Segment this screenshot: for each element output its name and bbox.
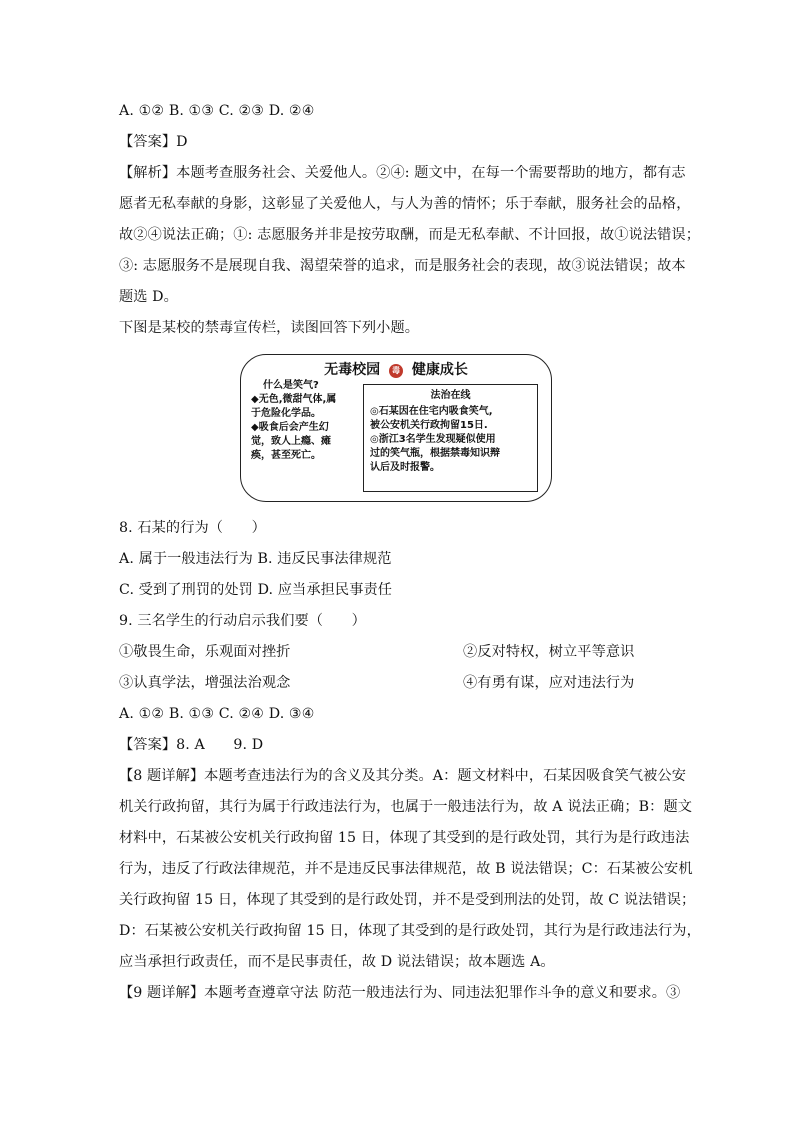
poster-right-line: ◎浙江3名学生发现疑似使用	[370, 434, 496, 445]
poster-title-right: 健康成长	[411, 362, 468, 378]
q7-analysis-5: 题选 D。	[119, 289, 178, 305]
q9-items-row-2	[119, 673, 635, 693]
detail8-line-2: 机关行政拘留，其行为属于行政违法行为，也属于一般违法行为，故 A 说法正确；B：题文	[119, 799, 693, 815]
poster-left-line: 觉，致人上瘾、瘫	[251, 436, 331, 447]
poster-right-panel	[363, 384, 538, 492]
q7-analysis-2: 愿者无私奉献的身影，这彰显了关爱他人，与人为善的情怀；乐于奉献，服务社会的品格，	[119, 196, 691, 212]
detail8-line-1: 【8 题详解】本题考查违法行为的含义及其分类。A：题文材料中，石某因吸食笑气被公安	[119, 768, 687, 784]
q9-items-row-1	[119, 642, 635, 662]
poster-title-left: 无毒校园	[324, 362, 381, 378]
detail8-line-4: 行为，违反了行政法律规范，并不是违反民事法律规范，故 B 说法错误；C：石某被公安机	[119, 861, 693, 877]
detail8-line-7: 应当承担行政责任，而不是民事责任，故 D 说法错误；故本题选 A。	[119, 954, 555, 970]
poster-left-line: ◆吸食后会产生幻	[251, 422, 329, 433]
poster-title	[241, 359, 551, 379]
intro-text: 下图是某校的禁毒宣传栏，读图回答下列小题。	[119, 320, 420, 336]
poster-right-title: 法治在线	[430, 390, 471, 401]
poster-left-line: 痪，甚至死亡。	[251, 450, 321, 461]
poster-left-panel	[251, 379, 359, 463]
q9-item-4: ④有勇有谋，应对违法行为	[463, 675, 635, 691]
q7-analysis-4: ③: 志愿服务不是展现自我、渴望荣誉的追求，而是服务社会的表现，故③说法错误；故本	[119, 258, 686, 274]
poster-right-line: 被公安机关行政拘留15日.	[370, 420, 488, 431]
drug-badge-icon: 毒	[389, 364, 403, 378]
detail9-line-1: 【9 题详解】本题考查遵章守法 防范一般违法行为、同违法犯罪作斗争的意义和要求。③	[119, 985, 681, 1001]
poster-right-line: 过的笑气瓶，根据禁毒知识辩	[370, 448, 500, 459]
q9-item-3: ③认真学法，增强法治观念	[119, 675, 291, 691]
q9-item-2: ②反对特权，树立平等意识	[463, 644, 635, 660]
q9-stem: 9. 三名学生的行动启示我们要（ ）	[119, 613, 366, 629]
q9-options: A. ①② B. ①③ C. ②④ D. ③④	[119, 706, 315, 722]
poster-right-line: ◎石某因在住宅内吸食笑气,	[370, 406, 493, 417]
detail8-line-3: 材料中，石某被公安机关行政拘留 15 日，体现了其受到的是行政处罚，其行为是行政违法	[119, 830, 690, 846]
poster-right-line: 认后及时报警。	[370, 462, 440, 473]
detail8-line-6: D：石某被公安机关行政拘留 15 日，体现了其受到的是行政处罚，其行为是行政违法行为，	[119, 923, 701, 939]
q8-options-2: C. 受到了刑罚的处罚 D. 应当承担民事责任	[119, 582, 393, 598]
q7-analysis-3: 故②④说法正确；①: 志愿服务并非是按劳取酬，而是无私奉献、不计回报，故①说法错误；	[119, 227, 700, 243]
poster-left-line: ◆无色,微甜气体,属	[251, 394, 337, 405]
q7-analysis-1: 【解析】本题考查服务社会、关爱他人。②④: 题文中，在每一个需要帮助的地方，都有志	[119, 165, 686, 181]
anti-drug-poster	[240, 354, 552, 502]
poster-left-line: 什么是笑气?	[263, 380, 319, 391]
detail8-line-5: 关行政拘留 15 日，体现了其受到的是行政处罚，并不是受到刑法的处罚，故 C 说法错误；	[119, 892, 696, 908]
poster-left-line: 于危险化学品。	[251, 408, 321, 419]
answer-8-9: 【答案】8. A 9. D	[119, 737, 264, 753]
q7-options: A. ①② B. ①③ C. ②③ D. ②④	[119, 103, 315, 119]
q7-answer: 【答案】D	[119, 134, 188, 150]
q8-stem: 8. 石某的行为（ ）	[119, 520, 266, 536]
q8-options-1: A. 属于一般违法行为 B. 违反民事法律规范	[119, 551, 392, 567]
q9-item-1: ①敬畏生命，乐观面对挫折	[119, 644, 291, 660]
